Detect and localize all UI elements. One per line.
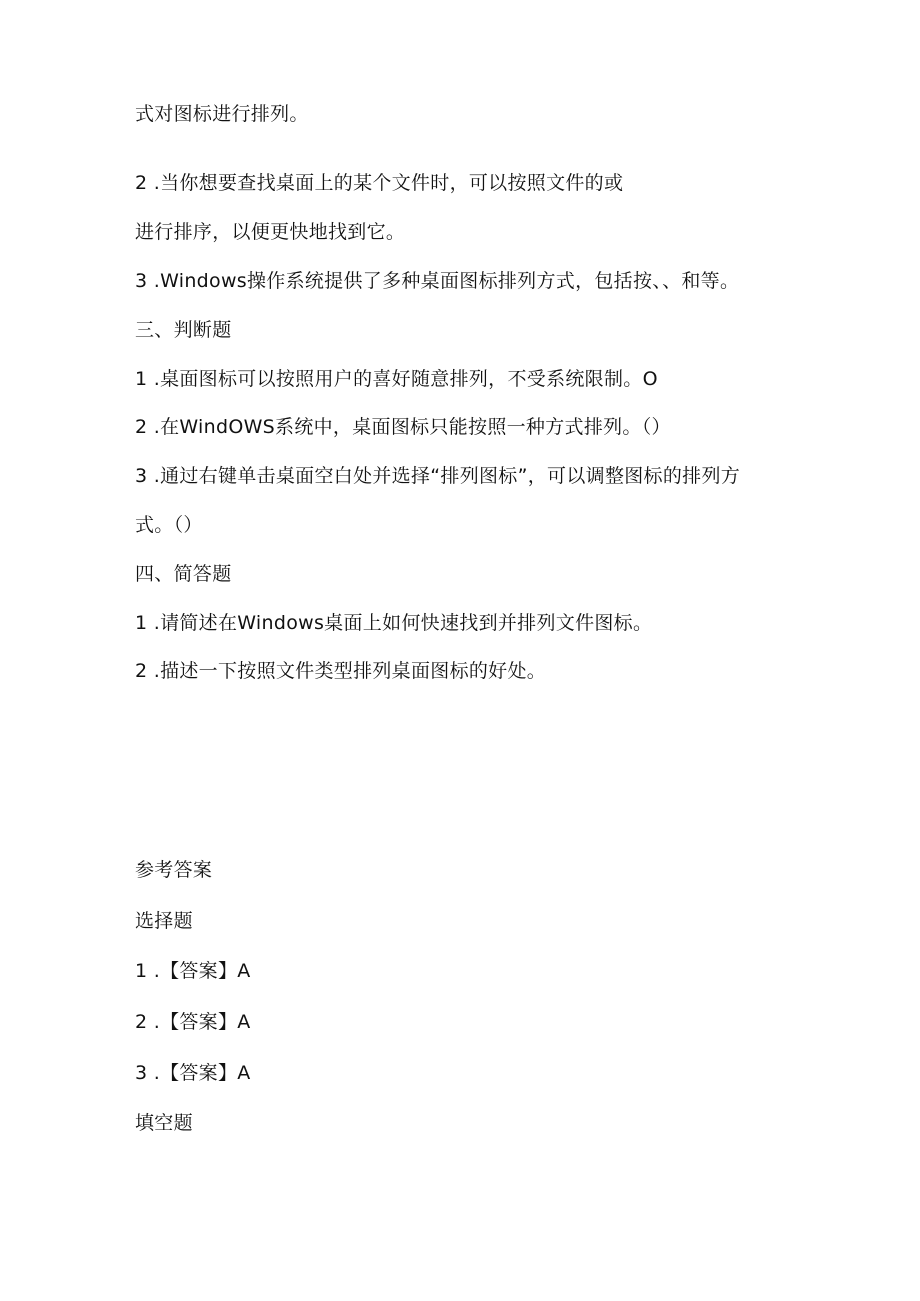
text-line-continuation: 式。（）	[135, 514, 203, 536]
answers-subheading-fill-blank: 填空题	[135, 1112, 193, 1134]
section-heading-short-answer: 四、简答题	[135, 563, 232, 585]
choice-answer-1: 1 .【答案】A	[135, 960, 251, 982]
true-false-question-1: 1 .桌面图标可以按照用户的喜好随意排列，不受系统限制。O	[135, 368, 658, 390]
true-false-question-2: 2 .在WindOWS系统中，桌面图标只能按照一种方式排列。（）	[135, 416, 671, 438]
text-line-continuation: 式对图标进行排列。	[135, 103, 309, 125]
section-heading-true-false: 三、判断题	[135, 319, 232, 341]
answers-subheading-choice: 选择题	[135, 910, 193, 932]
text-line-continuation: 进行排序，以便更快地找到它。	[135, 221, 406, 243]
fill-blank-question-3: 3 .Windows操作系统提供了多种桌面图标排列方式，包括按、、和等。	[135, 270, 740, 292]
answers-heading: 参考答案	[135, 859, 213, 881]
short-answer-question-2: 2 .描述一下按照文件类型排列桌面图标的好处。	[135, 660, 547, 682]
fill-blank-question-2: 2 .当你想要查找桌面上的某个文件时，可以按照文件的或	[135, 172, 624, 194]
short-answer-question-1: 1 .请简述在Windows桌面上如何快速找到并排列文件图标。	[135, 612, 653, 634]
choice-answer-2: 2 .【答案】A	[135, 1011, 251, 1033]
true-false-question-3: 3 .通过右键单击桌面空白处并选择“排列图标”，可以调整图标的排列方	[135, 465, 741, 487]
choice-answer-3: 3 .【答案】A	[135, 1062, 251, 1084]
